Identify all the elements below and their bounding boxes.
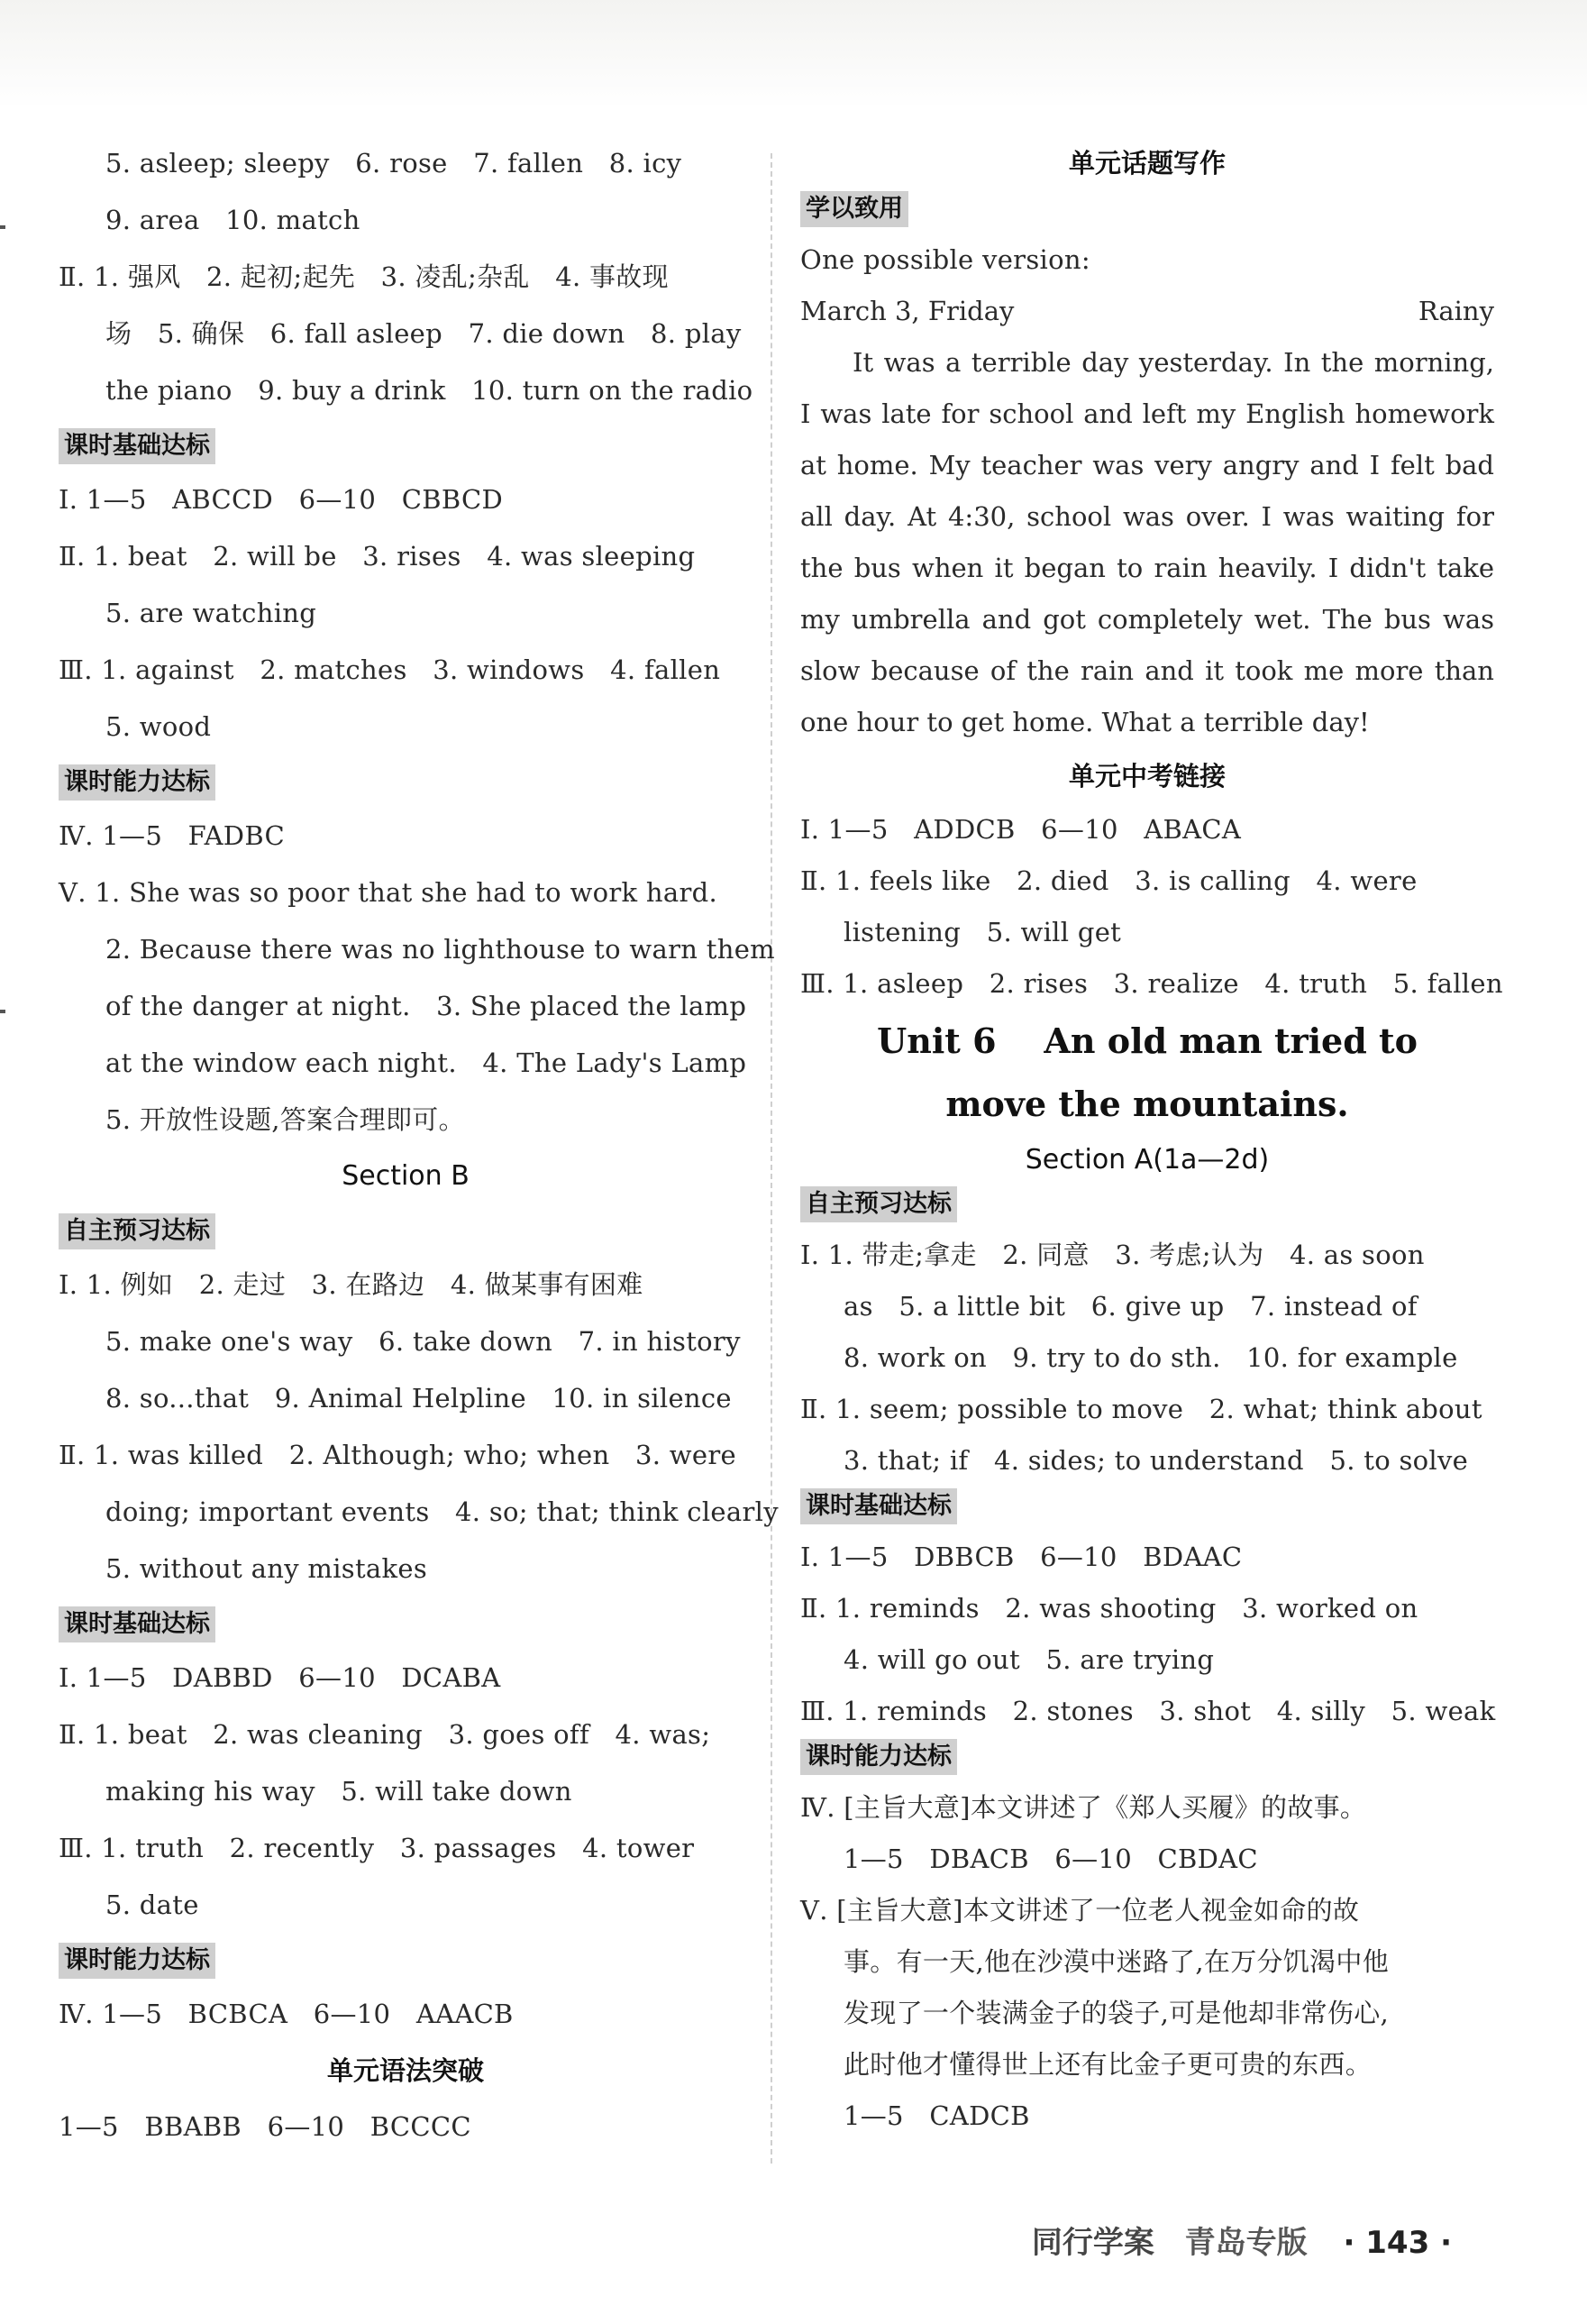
- section-tag: 自主预习达标: [59, 1213, 215, 1249]
- answer-line: 2. Because there was no lighthouse to warn them: [105, 934, 775, 965]
- section-tag: 课时基础达标: [59, 1606, 215, 1642]
- answer-line: Ⅱ. 1. 强风 2. 起初;起先 3. 凌乱;杂乱 4. 事故现: [59, 261, 669, 292]
- answer-line: Ⅱ. 1. was killed 2. Although; who; when 3. were: [59, 1440, 736, 1470]
- answer-line: 事。有一天,他在沙漠中迷路了,在万分饥渴中他: [844, 1946, 1390, 1977]
- edge-mark: [0, 225, 5, 229]
- essay-weather: Rainy: [1418, 296, 1494, 326]
- answer-line: Ⅳ. 1—5 BCBCA 6—10 AAACB: [59, 1999, 514, 2029]
- essay-date: March 3, Friday: [800, 296, 1015, 326]
- answer-line: 5. wood: [105, 711, 212, 742]
- section-tag: 学以致用: [800, 191, 908, 227]
- section-tag: 自主预习达标: [800, 1186, 957, 1222]
- essay-version: One possible version:: [800, 244, 1090, 275]
- answer-line: of the danger at night. 3. She placed the lamp: [105, 991, 747, 1021]
- answer-line: Ⅱ. 1. feels like 2. died 3. is calling 4. were: [800, 865, 1418, 896]
- answer-line: Ⅲ. 1. against 2. matches 3. windows 4. fallen: [59, 654, 721, 685]
- answer-line: Ⅱ. 1. beat 2. was cleaning 3. goes off 4. was;: [59, 1719, 711, 1750]
- answer-line: 1—5 DBACB 6—10 CBDAC: [844, 1844, 1258, 1874]
- edge-mark: [0, 1010, 5, 1013]
- answer-line: Ⅲ. 1. reminds 2. stones 3. shot 4. silly 5. weak: [800, 1696, 1496, 1726]
- exam-heading: 单元中考链接: [1068, 761, 1226, 791]
- essay-body: [800, 337, 1494, 748]
- answer-line: 5. asleep; sleepy 6. rose 7. fallen 8. icy: [105, 148, 682, 178]
- writing-heading: 单元话题写作: [1068, 148, 1226, 178]
- section-tag: 课时能力达标: [800, 1739, 957, 1775]
- answer-line: 1—5 CADCB: [844, 2100, 1030, 2131]
- unit-title: move the mountains.: [945, 1084, 1349, 1124]
- answer-line: Ⅴ. 1. She was so poor that she had to work hard.: [59, 877, 717, 908]
- left-column: [59, 135, 779, 2155]
- answer-line: 5. are watching: [105, 598, 317, 628]
- answer-line: 8. so...that 9. Animal Helpline 10. in silence: [105, 1383, 732, 1414]
- essay-text: It was a terrible day yesterday. In the morning, I was late for school and left my English homework at home. My teacher was very angry and I felt bad all day. At 4:30, school was over. I was waiting for the bus when it began to rain heavily. I didn't take my umbrella and got completely wet. The bus was slow because of the rain and it took me more than one hour to get home. What a terrible day!: [800, 347, 1494, 737]
- section-tag: 课时基础达标: [800, 1488, 957, 1524]
- answer-line: Ⅱ. 1. seem; possible to move 2. what; think about: [800, 1394, 1482, 1424]
- essay-date-row: [800, 286, 1494, 337]
- answer-line: 9. area 10. match: [105, 205, 360, 235]
- column-divider: [771, 153, 772, 2164]
- answer-line: 场 5. 确保 6. fall asleep 7. die down 8. play: [105, 318, 742, 349]
- answer-line: 5. date: [105, 1889, 199, 1920]
- footer-brand: 同行学案: [1031, 2225, 1154, 2261]
- answer-line: Ⅳ. 1—5 FADBC: [59, 820, 285, 851]
- answer-line: 3. that; if 4. sides; to understand 5. to solve: [844, 1445, 1469, 1476]
- answer-line: Ⅰ. 1. 例如 2. 走过 3. 在路边 4. 做某事有困难: [59, 1269, 643, 1300]
- answer-line: Ⅱ. 1. beat 2. will be 3. rises 4. was sleeping: [59, 541, 696, 572]
- answer-line: Ⅰ. 1. 带走;拿走 2. 同意 3. 考虑;认为 4. as soon: [800, 1240, 1425, 1270]
- footer-edition: 青岛专版: [1184, 2225, 1308, 2261]
- answer-line: 此时他才懂得世上还有比金子更可贵的东西。: [844, 2049, 1373, 2080]
- page-footer: [1032, 2218, 1452, 2262]
- page-number: · 143 ·: [1343, 2225, 1452, 2261]
- answer-line: 5. 开放性设题,答案合理即可。: [105, 1104, 465, 1135]
- answer-line: Ⅰ. 1—5 ABCCD 6—10 CBBCD: [59, 484, 504, 515]
- answer-line: 1—5 BBABB 6—10 BCCCC: [59, 2111, 471, 2142]
- answer-line: 4. will go out 5. are trying: [844, 1644, 1215, 1675]
- section-tag: 课时能力达标: [59, 764, 215, 801]
- answer-line: Ⅲ. 1. truth 2. recently 3. passages 4. tower: [59, 1833, 695, 1863]
- answer-line: making his way 5. will take down: [105, 1776, 572, 1807]
- answer-line: listening 5. will get: [844, 917, 1122, 947]
- answer-line: the piano 9. buy a drink 10. turn on the radio: [105, 375, 753, 406]
- answer-line: Ⅲ. 1. asleep 2. rises 3. realize 4. truth 5. fallen: [800, 968, 1503, 999]
- answer-line: Ⅴ. [主旨大意]本文讲述了一位老人视金如命的故: [800, 1895, 1360, 1926]
- grammar-heading: 单元语法突破: [326, 2055, 484, 2086]
- unit-title: Unit 6 An old man tried to: [877, 1020, 1418, 1061]
- section-heading: Section B: [342, 1160, 470, 1192]
- section-tag: 课时基础达标: [59, 428, 215, 464]
- section-heading: Section A(1a—2d): [1025, 1144, 1270, 1176]
- answer-line: 发现了一个装满金子的袋子,可是他却非常伤心,: [844, 1998, 1390, 2028]
- answer-line: 5. make one's way 6. take down 7. in history: [105, 1326, 741, 1357]
- section-tag: 课时能力达标: [59, 1943, 215, 1979]
- answer-line: 5. without any mistakes: [105, 1553, 428, 1584]
- answer-line: Ⅳ. [主旨大意]本文讲述了《郑人买履》的故事。: [800, 1792, 1367, 1823]
- answer-line: Ⅰ. 1—5 DBBCB 6—10 BDAAC: [800, 1542, 1243, 1572]
- answer-line: doing; important events 4. so; that; think clearly: [105, 1496, 779, 1527]
- answer-line: Ⅰ. 1—5 DABBD 6—10 DCABA: [59, 1662, 501, 1693]
- answer-line: Ⅰ. 1—5 ADDCB 6—10 ABACA: [800, 814, 1242, 845]
- answer-line: 8. work on 9. try to do sth. 10. for example: [844, 1342, 1458, 1373]
- answer-line: as 5. a little bit 6. give up 7. instead of: [844, 1291, 1418, 1322]
- answer-line: Ⅱ. 1. reminds 2. was shooting 3. worked on: [800, 1593, 1418, 1624]
- right-column: [800, 135, 1503, 2142]
- answer-line: at the window each night. 4. The Lady's Lamp: [105, 1048, 747, 1078]
